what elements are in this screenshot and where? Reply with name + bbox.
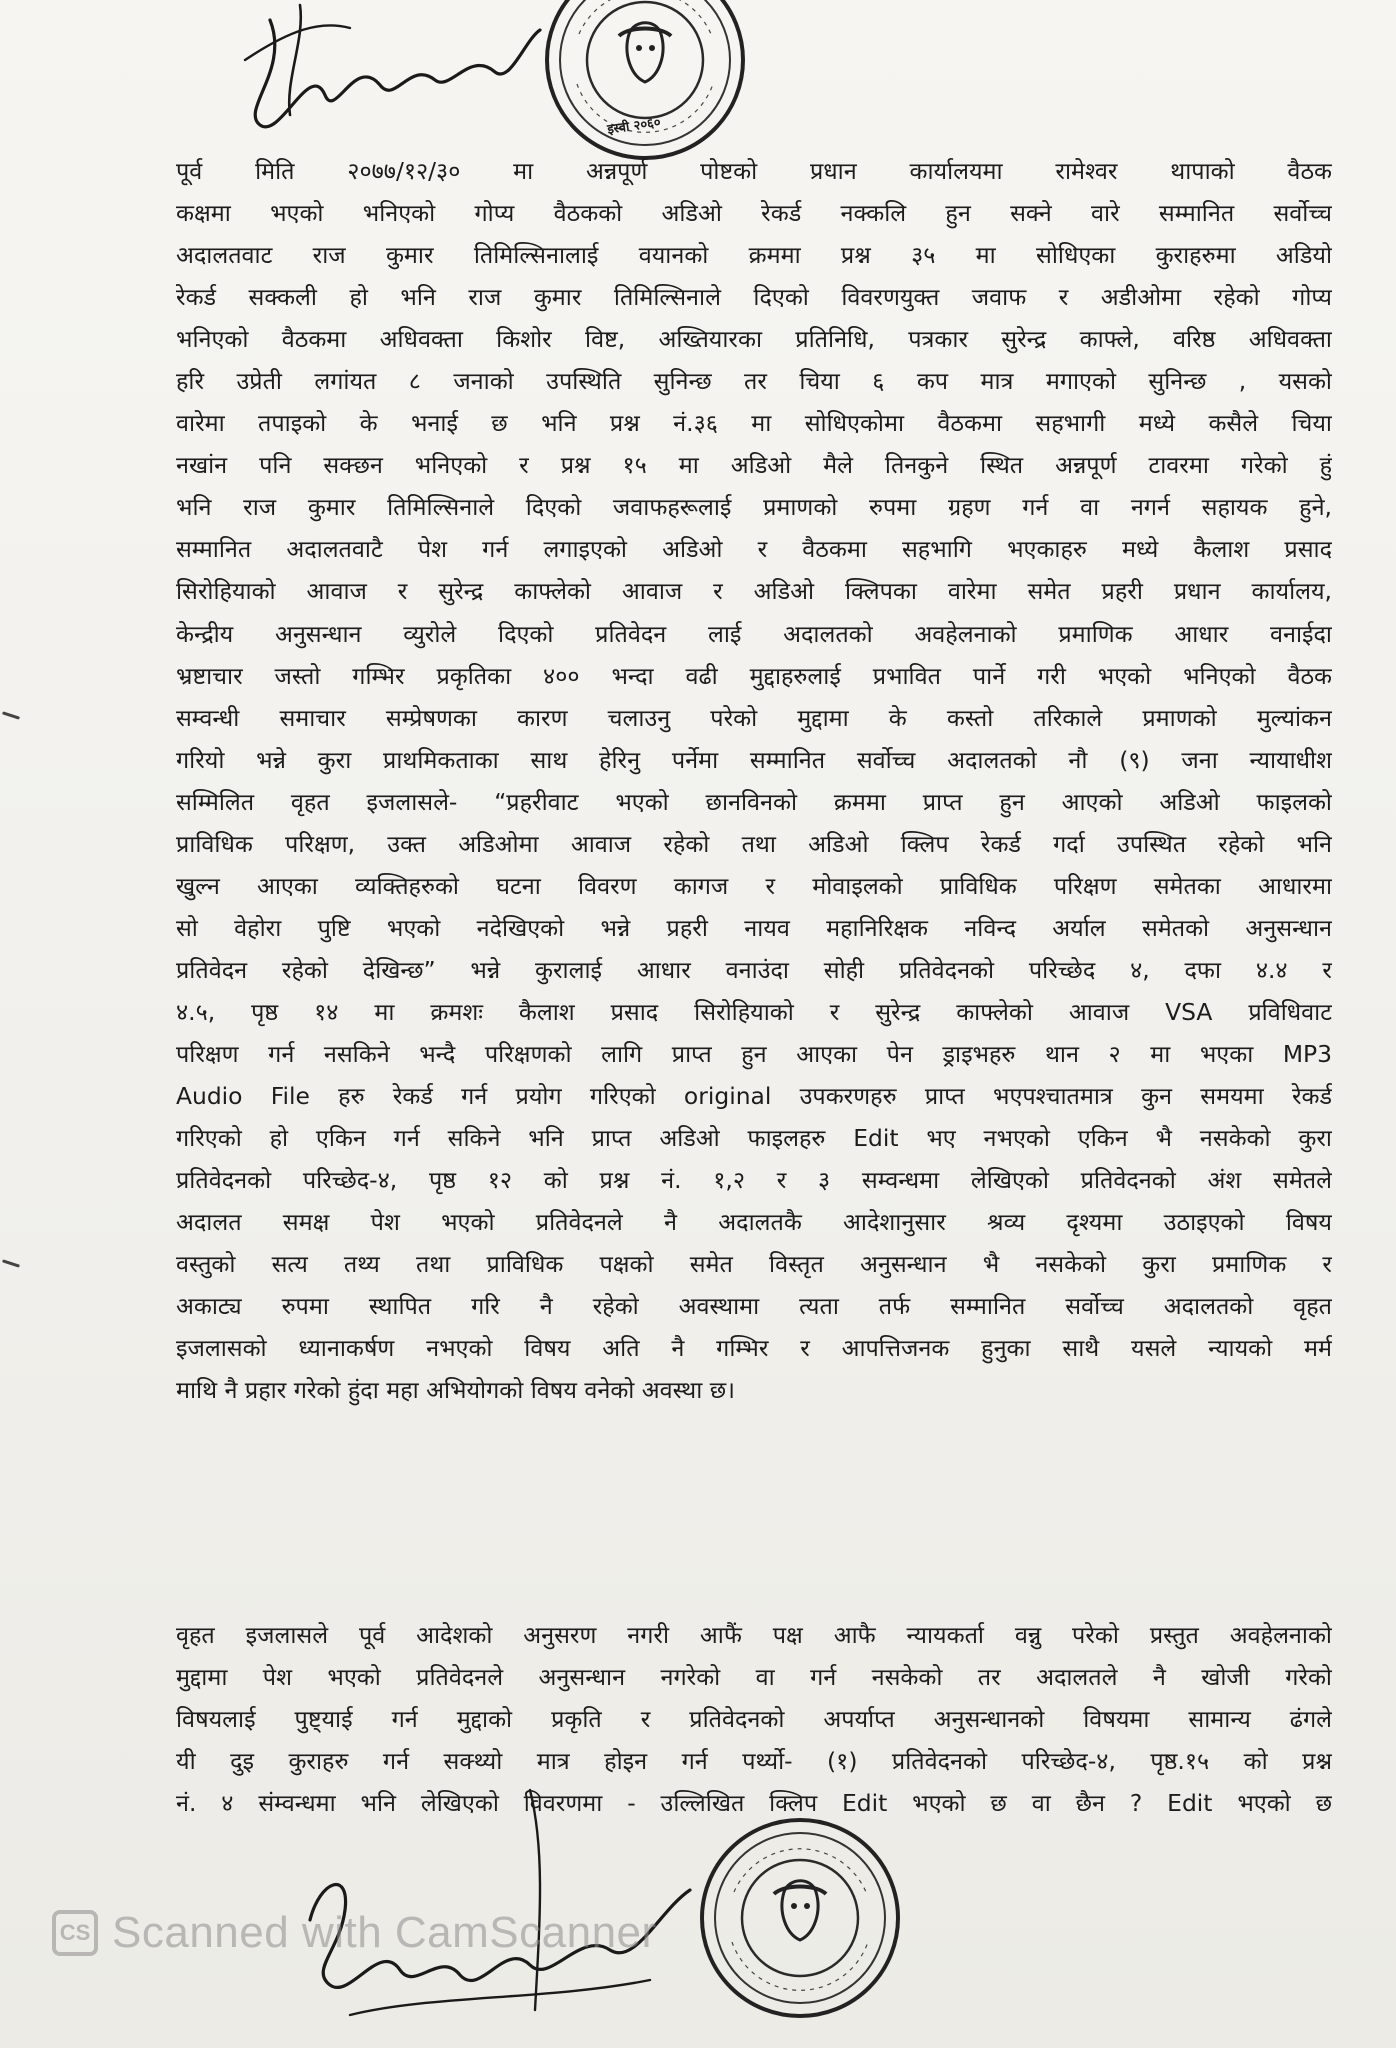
margin-mark [2,1259,20,1267]
text-line: सम्वन्धी समाचार सम्प्रेषणका कारण चलाउनु परेको मुद्दामा के कस्तो तरिकाले प्रमाणको मुल्यांकन [176,703,1332,732]
text-line: पूर्व मिति २०७७/१२/३० मा अन्नपूर्ण पोष्टको प्रधान कार्यालयमा रामेश्वर थापाको वैठक [176,157,1332,185]
seal-year-text: इस्वी २०६० [606,115,662,138]
text-line: हरि उप्रेती लगांयत ८ जनाको उपस्थिति सुनिन्छ तर चिया ६ कप मात्र मगाएको सुनिन्छ , यसको [176,367,1332,396]
text-line: इजलासको ध्यानाकर्षण नभएको विषय अति नै गम्भिर र आपत्तिजनक हुनुका साथै यसले न्यायको मर्म [176,1334,1332,1363]
text-line: माथि नै प्रहार गरेको हुंदा महा अभियोगको विषय वनेको अवस्था छ। [176,1376,735,1405]
text-line: अदालतवाट राज कुमार तिमिल्सिनालाई वयानको क्रममा प्रश्न ३५ मा सोधिएका कुराहरुमा अडियो [176,241,1332,270]
text-line: वृहत इजलासले पूर्व आदेशको अनुसरण नगरी आफैं पक्ष आफै न्यायकर्ता वन्नु परेको प्रस्तुत अवहेलनाको [176,1621,1332,1649]
text-line: नखांन पनि सक्छन भनिएको र प्रश्न १५ मा अडिओ मैले तिनकुने स्थित अन्नपूर्ण टावरमा गरेको हुं [176,451,1332,480]
text-line: ४.५, पृष्ठ १४ मा क्रमशः कैलाश प्रसाद सिरोहियाको र सुरेन्द्र काफ्लेको आवाज VSA प्रविधिवाट [176,997,1332,1026]
text-line: सम्मिलित वृहत इजलासले- “प्रहरीवाट भएको छानविनको क्रममा प्राप्त हुन आएको अडिओ फाइलको [176,787,1332,816]
text-line: परिक्षण गर्न नसकिने भन्दै परिक्षणको लागि प्राप्त हुन आएका पेन ड्राइभहरु थान २ मा भएका MP3 [176,1039,1332,1068]
text-line: सो वेहोरा पुष्टि भएको नदेखिएको भन्ने प्रहरी नायव महानिरिक्षक नविन्द अर्याल समेतको अनुसन्धान [176,913,1332,942]
text-line: अकाट्य रुपमा स्थापित गरि नै रहेको अवस्थामा त्यता तर्फ सम्मानित सर्वोच्च अदालतको वृहत [176,1292,1332,1321]
official-seal-bottom [700,1818,900,2018]
text-line: Audio File हरु रेकर्ड गर्न प्रयोग गरिएको original उपकरणहरु प्राप्त भएपश्चातमात्र कुन समयमा रेकर्ड [176,1082,1332,1111]
text-line: खुल्न आएका व्यक्तिहरुको घटना विवरण कागज र मोवाइलको प्राविधिक परिक्षण समेतका आधारमा [176,871,1332,900]
text-line: प्रतिवेदन रहेको देखिन्छ” भन्ने कुरालाई आधार वनाउंदा सोही प्रतिवेदनको परिच्छेद ४, दफा ४.४ र [176,955,1332,984]
text-line: वारेमा तपाइको के भनाई छ भनि प्रश्न नं.३६ मा सोधिएकोमा वैठकमा सहभागी मध्ये कसैले चिया [176,409,1332,438]
text-line: केन्द्रीय अनुसन्धान व्युरोले दिएको प्रतिवेदन लाई अदालतको अवहेलनाको प्रमाणिक आधार वनाईदा [176,619,1332,648]
text-line: रेकर्ड सक्कली हो भनि राज कुमार तिमिल्सिनाले दिएको विवरणयुक्त जवाफ र अडीओमा रहेको गोप्य [176,283,1332,312]
margin-mark [2,711,20,719]
text-line: भनिएको वैठकमा अधिवक्ता किशोर विष्ट, अख्तियारका प्रतिनिधि, पत्रकार सुरेन्द्र काफ्ले, वरिष्ठ अधिवक्ता [176,325,1332,354]
text-line: वस्तुको सत्य तथ्य तथा प्राविधिक पक्षको समेत विस्तृत अनुसन्धान भै नसकेको कुरा प्रमाणिक र [176,1250,1332,1279]
text-line: सिरोहियाको आवाज र सुरेन्द्र काफ्लेको आवाज र अडिओ क्लिपका वारेमा समेत प्रहरी प्रधान कार्यालय, [176,577,1332,606]
camscanner-logo-icon: CS [52,1910,98,1956]
signature-top [230,0,550,140]
text-line: मुद्दामा पेश भएको प्रतिवेदनले अनुसन्धान नगरेको वा गर्न नसकेको तर अदालतले नै खोजी गरेको [176,1663,1332,1692]
watermark-text: Scanned with CamScanner [112,1908,657,1957]
signature-bottom [290,1770,730,2020]
paragraph-1 [176,150,1332,1411]
camscanner-watermark [52,1905,657,1961]
text-line: भ्रष्टाचार जस्तो गम्भिर प्रकृतिका ४०० भन्दा वढी मुद्दाहरुलाई प्रभावित पार्ने गरी भएको भनिएको वैठक [176,661,1332,690]
text-line: प्राविधिक परिक्षण, उक्त अडिओमा आवाज रहेको तथा अडिओ क्लिप रेकर्ड गर्दा उपस्थित रहेको भनि [176,829,1332,858]
text-line: कक्षमा भएको भनिएको गोप्य वैठकको अडिओ रेकर्ड नक्कलि हुन सक्ने वारे सम्मानित सर्वोच्च [176,199,1332,228]
text-line: यी दुइ कुराहरु गर्न सक्थ्यो मात्र होइन गर्न पर्थ्यो- (१) प्रतिवेदनको परिच्छेद-४, पृष्ठ.१५ को प्रश्न [176,1747,1332,1776]
official-seal-top [545,0,745,160]
text-line: नं. ४ संम्वन्धमा भनि लेखिएको विवरणमा - उल्लिखित क्लिप Edit भएको छ वा छैन ? Edit भएको छ [176,1789,1332,1818]
text-line: सम्मानित अदालतवाटै पेश गर्न लगाइएको अडिओ र वैठकमा सहभागि भएकाहरु मध्ये कैलाश प्रसाद [176,535,1332,564]
text-line: प्रतिवेदनको परिच्छेद-४, पृष्ठ १२ को प्रश्न नं. १,२ र ३ सम्वन्धमा लेखिएको प्रतिवेदनको अंश समेतले [176,1166,1332,1195]
text-line: गरिएको हो एकिन गर्न सकिने भनि प्राप्त अडिओ फाइलहरु Edit भए नभएको एकिन भै नसकेको कुरा [176,1124,1332,1153]
text-line: गरियो भन्ने कुरा प्राथमिकताका साथ हेरिनु पर्नेमा सम्मानित सर्वोच्च अदालतको नौ (९) जना न्यायाधीश [176,745,1332,774]
text-line: अदालत समक्ष पेश भएको प्रतिवेदनले नै अदालतकै आदेशानुसार श्रव्य दृश्यमा उठाइएको विषय [176,1208,1332,1237]
text-line: भनि राज कुमार तिमिल्सिनाले दिएको जवाफहरूलाई प्रमाणको रुपमा ग्रहण गर्न वा नगर्न सहायक हुने, [176,493,1332,522]
text-line: विषयलाई पुष्ट्याई गर्न मुद्दाको प्रकृति र प्रतिवेदनको अपर्याप्त अनुसन्धानको विषयमा सामान्य ढंगले [176,1705,1332,1734]
